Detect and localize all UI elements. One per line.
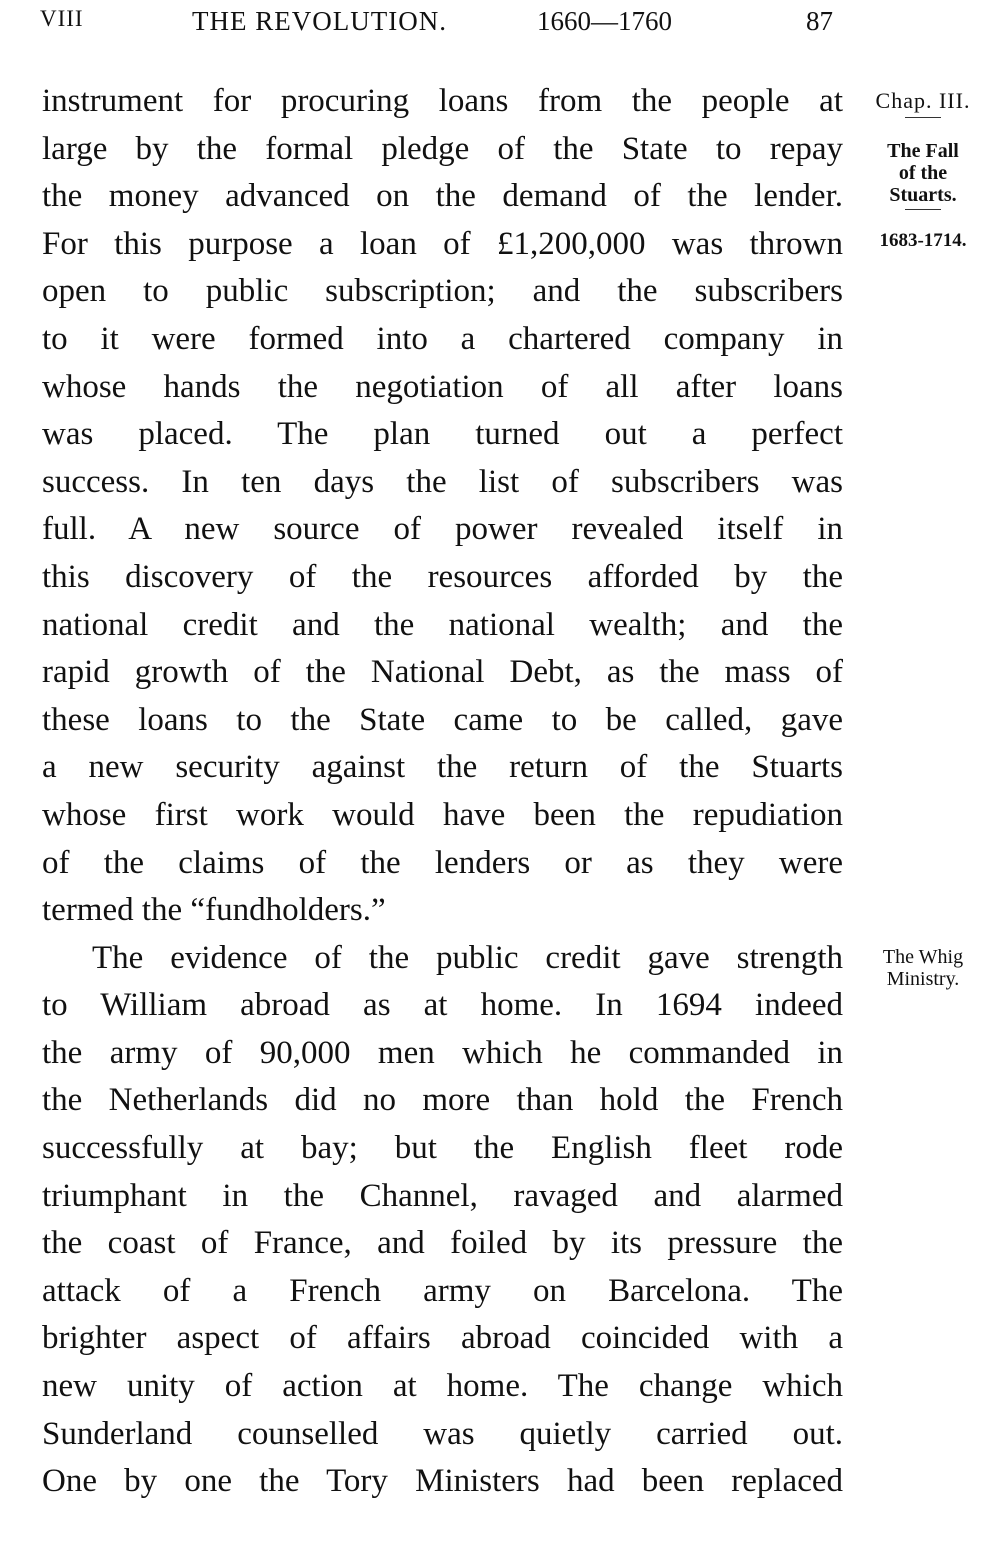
text-line: instrument for procuring loans from the people at [42,83,843,119]
margin-section-title [858,140,988,210]
text-line: One by one the Tory Ministers had been replaced [42,1463,843,1500]
text-line: triumphant in the Channel, ravaged and alarmed [42,1177,843,1214]
text-line: brighter aspect of affairs abroad coincided with a [42,1320,843,1357]
text-line: attack of a French army on Barcelona. The [42,1272,843,1309]
margin-rule [905,117,941,118]
text-line: the Netherlands did no more than hold the French [42,1082,843,1119]
text-line: was placed. The plan turned out a perfect [42,416,843,453]
running-header [40,6,840,46]
section-title-line: of the [898,162,948,184]
text-line: whose hands the negotiation of all after loans [42,368,843,405]
text-line: of the claims of the lenders or as they were [42,844,843,881]
page-number: 87 [806,6,833,36]
text-line: successfully at bay; but the English fleet rode [42,1130,843,1167]
section-title-line: Stuarts. [889,184,957,206]
text-line: large by the formal pledge of the State to repay [42,130,843,167]
body-text [42,78,843,1506]
running-title: THE REVOLUTION. [192,6,447,36]
text-line: Sunderland counselled was quietly carried out. [42,1415,843,1452]
paragraph-1 [42,78,843,935]
text-line: the army of 90,000 men which he commanded in [42,1034,843,1071]
text-line: the money advanced on the demand of the lender. [42,178,843,215]
text-line: termed the “fundholders.” [42,892,386,929]
text-line: national credit and the national wealth; and the [42,606,843,643]
section-title-line: The Fall [887,140,959,162]
text-line: open to public subscription; and the subscribers [42,273,843,310]
margin-chapter [858,88,988,118]
text-line: success. In ten days the list of subscribers was [42,463,843,500]
text-line: new unity of action at home. The change which [42,1368,843,1405]
text-line: full. A new source of power revealed itself in [42,511,843,548]
margin-rule [905,209,941,210]
text-line: a new security against the return of the Stuarts [42,749,843,786]
text-line: For this purpose a loan of £1,200,000 was thrown [42,225,843,262]
text-line: whose first work would have been the repudiation [42,796,843,833]
paragraph-2 [42,935,843,1506]
topic-line: Ministry. [886,968,960,990]
running-dates: 1660—1760 [537,6,672,36]
margin-topic [858,946,988,990]
text-line: to William abroad as at home. In 1694 indeed [42,987,843,1024]
text-line: rapid growth of the National Debt, as the mass of [42,654,843,691]
chapter-label: Chap. III. [875,88,971,113]
margin-section-dates: 1683-1714. [879,230,967,251]
text-line: the coast of France, and foiled by its pressure the [42,1225,843,1262]
text-line: this discovery of the resources afforded by the [42,558,843,595]
topic-line: The Whig [882,946,964,968]
text-line: to it were formed into a chartered company in [42,320,843,357]
text-line: The evidence of the public credit gave strength [92,939,843,976]
text-line: these loans to the State came to be called, gave [42,701,843,738]
signature-mark: VIII [40,6,84,31]
